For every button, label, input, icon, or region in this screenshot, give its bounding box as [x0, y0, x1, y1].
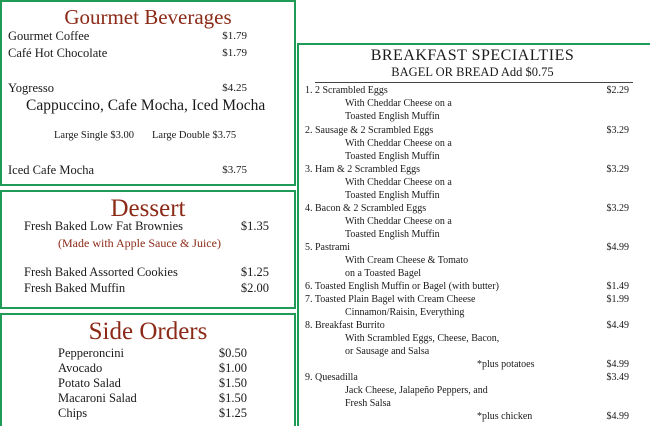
menu-item-desc: Toasted English Muffin	[345, 190, 440, 201]
menu-item-name: Café Hot Chocolate	[8, 46, 108, 60]
menu-item-desc: Cinnamon/Raisin, Everything	[345, 307, 465, 318]
menu-item-price: $4.99	[606, 242, 629, 253]
menu-group-heading: Cappuccino, Cafe Mocha, Iced Mocha	[26, 97, 266, 114]
menu-item-price: $2.00	[240, 281, 269, 295]
menu-item-name: Fresh Baked Muffin	[24, 281, 126, 295]
menu-item-desc: Toasted English Muffin	[345, 151, 440, 162]
menu-item-name: 4. Bacon & 2 Scrambled Eggs	[305, 203, 427, 214]
menu-item-desc: With Cheddar Cheese on a	[345, 98, 452, 109]
menu-item-price: $1.25	[218, 406, 247, 420]
menu-item-name: Chips	[58, 406, 88, 420]
menu-item-desc: Fresh Salsa	[345, 398, 391, 409]
menu-item-price: $1.25	[240, 265, 269, 279]
menu-item-name: 7. Toasted Plain Bagel with Cream Cheese	[305, 294, 476, 305]
menu-item-name: 9. Quesadilla	[305, 372, 358, 383]
dessert-panel	[0, 190, 296, 309]
menu-item-price: $3.29	[606, 125, 629, 136]
menu-item-desc: With Cheddar Cheese on a	[345, 138, 452, 149]
divider	[315, 82, 633, 83]
dessert-title: Dessert	[110, 195, 186, 222]
menu-item-price: $1.49	[606, 281, 629, 292]
menu-item-name: 2. Sausage & 2 Scrambled Eggs	[305, 125, 434, 136]
breakfast-panel	[297, 43, 650, 426]
menu-item-name: Yogresso	[8, 81, 54, 95]
menu-item-price: $1.35	[240, 219, 269, 233]
menu-item-name: Potato Salad	[58, 376, 121, 390]
menu-item-desc: Toasted English Muffin	[345, 111, 440, 122]
menu-item-price: $1.79	[222, 30, 247, 42]
menu-item-desc: With Cheddar Cheese on a	[345, 216, 452, 227]
size-price-double: Large Double $3.75	[152, 130, 237, 141]
menu-item-price: $3.29	[606, 164, 629, 175]
menu-item-name: Fresh Baked Assorted Cookies	[24, 265, 178, 279]
menu-item-desc: on a Toasted Bagel	[345, 268, 422, 279]
side-orders-title: Side Orders	[88, 318, 208, 345]
menu-item-price: $0.50	[218, 346, 247, 360]
beverages-panel	[0, 0, 296, 186]
menu-item-desc: or Sausage and Salsa	[345, 346, 430, 357]
menu-item-desc: With Cream Cheese & Tomato	[345, 255, 469, 266]
menu-item-desc: Toasted English Muffin	[345, 229, 440, 240]
menu-item-name: 8. Breakfast Burrito	[305, 320, 385, 331]
menu-item-name: Macaroni Salad	[58, 391, 137, 405]
menu-item-price: $1.50	[218, 391, 247, 405]
menu-item-desc: With Scrambled Eggs, Cheese, Bacon,	[345, 333, 500, 344]
breakfast-title: BREAKFAST SPECIALTIES	[370, 47, 575, 64]
menu-item-price: $4.49	[606, 320, 629, 331]
menu-item-name: 6. Toasted English Muffin or Bagel (with butter)	[305, 281, 499, 292]
breakfast-subtitle: BAGEL OR BREAD Add $0.75	[391, 65, 554, 79]
menu-item-name: 1. 2 Scrambled Eggs	[305, 85, 388, 96]
menu-item-extra: *plus potatoes	[477, 359, 535, 370]
menu-item-price: $1.00	[218, 361, 247, 375]
menu-item-name: Iced Cafe Mocha	[8, 163, 95, 177]
menu-item-price: $4.25	[222, 82, 247, 94]
menu-item-name: Gourmet Coffee	[8, 29, 90, 43]
menu-item-price: $1.79	[222, 47, 247, 59]
menu-item-desc: Jack Cheese, Jalapeño Peppers, and	[345, 385, 488, 396]
menu-item-price: $1.99	[606, 294, 629, 305]
size-price-single: Large Single $3.00	[54, 130, 135, 141]
menu-item-price: $2.29	[606, 85, 629, 96]
menu-item-name: Fresh Baked Low Fat Brownies	[24, 219, 184, 233]
menu-item-name: Pepperoncini	[58, 346, 124, 360]
side-orders-panel	[0, 313, 296, 426]
menu-item-extra: *plus chicken	[477, 411, 533, 422]
menu-item-price: $3.49	[606, 372, 629, 383]
beverages-title: Gourmet Beverages	[64, 5, 232, 29]
menu-item-name: 5. Pastrami	[305, 242, 350, 253]
menu-item-price: $1.50	[218, 376, 247, 390]
menu-item-price: $3.29	[606, 203, 629, 214]
menu-item-note: (Made with Apple Sauce & Juice)	[58, 236, 221, 250]
menu-item-name: 3. Ham & 2 Scrambled Eggs	[305, 164, 420, 175]
menu-item-name: Avocado	[58, 361, 103, 375]
menu-item-desc: With Cheddar Cheese on a	[345, 177, 452, 188]
menu-item-extra-price: $4.99	[606, 411, 629, 422]
menu-item-price: $3.75	[222, 164, 247, 176]
menu-item-extra-price: $4.99	[606, 359, 629, 370]
